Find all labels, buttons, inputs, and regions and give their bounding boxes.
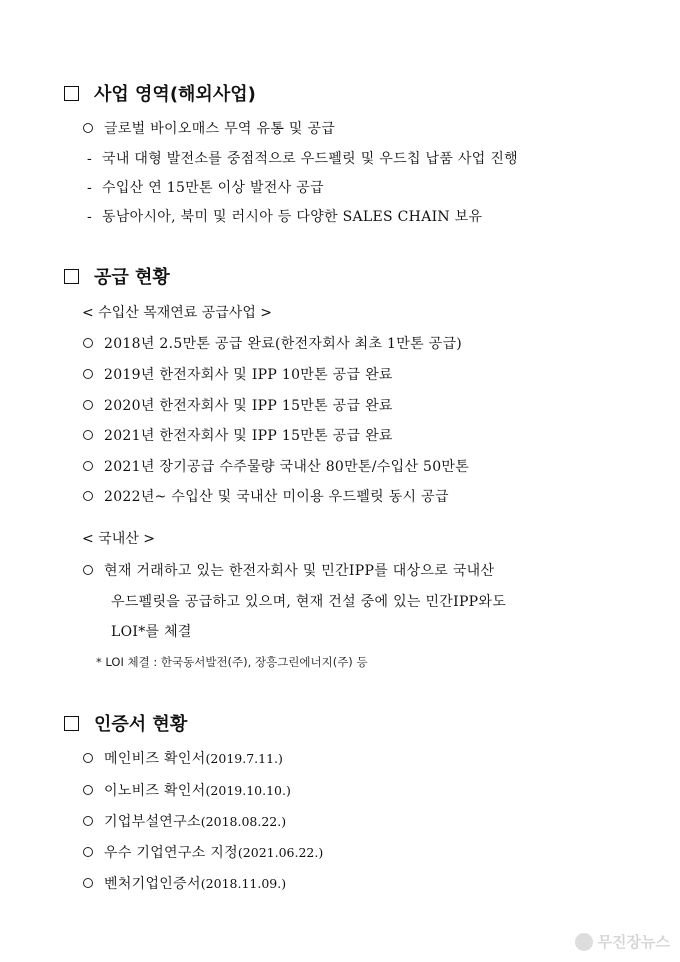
paragraph-line: 우드펠릿을 공급하고 있으며, 현재 건설 중에 있는 민간IPP와도 [111, 594, 507, 610]
circle-bullet-icon [83, 785, 93, 795]
list-item: - 국내 대형 발전소를 중점적으로 우드펠릿 및 우드칩 납품 사업 진행 [87, 151, 518, 167]
section-title-text: 공급 현황 [94, 267, 170, 288]
circle-bullet-icon [83, 816, 93, 826]
list-item: 벤처기업인증서(2018.11.09.) [83, 873, 286, 893]
circle-bullet-icon [83, 461, 93, 471]
list-item: 2021년 장기공급 수주물량 국내산 80만톤/수입산 50만톤 [83, 456, 469, 476]
circle-bullet-icon [83, 430, 93, 440]
list-item: 메인비즈 확인서(2019.7.11.) [83, 748, 283, 768]
section-title-business [64, 80, 256, 106]
subheading-import: < 수입산 목재연료 공급사업 > [82, 305, 273, 321]
watermark [575, 931, 670, 952]
circle-bullet-icon [83, 878, 93, 888]
paragraph-line: LOI*를 체결 [111, 624, 192, 640]
list-item: 2022년~ 수입산 및 국내산 미이용 우드펠릿 동시 공급 [83, 486, 449, 506]
circle-bullet-icon [83, 565, 93, 575]
circle-bullet-icon [83, 847, 93, 857]
news-logo-icon [575, 933, 593, 951]
dash-bullet-icon: - [87, 209, 93, 225]
section-title-text: 사업 영역(해외사업) [94, 84, 256, 105]
list-item: 2021년 한전자회사 및 IPP 15만톤 공급 완료 [83, 425, 393, 445]
paragraph-line: 현재 거래하고 있는 한전자회사 및 민간IPP를 대상으로 국내산 [83, 560, 494, 580]
section-title-text: 인증서 현황 [94, 714, 188, 735]
footnote: * LOI 체결 : 한국동서발전(주), 장흥그린에너지(주) 등 [96, 655, 368, 669]
circle-bullet-icon [83, 753, 93, 763]
list-item: 2018년 2.5만톤 공급 완료(한전자회사 최초 1만톤 공급) [83, 333, 462, 353]
section-title-supply [64, 263, 170, 289]
circle-bullet-icon [83, 369, 93, 379]
watermark-text: 무진장뉴스 [597, 933, 670, 951]
subheading-domestic: < 국내산 > [82, 531, 155, 547]
dash-bullet-icon: - [87, 180, 93, 196]
checkbox-square-icon [64, 269, 79, 284]
checkbox-square-icon [64, 86, 79, 101]
list-item: - 수입산 연 15만톤 이상 발전사 공급 [87, 180, 324, 196]
list-item: - 동남아시아, 북미 및 러시아 등 다양한 SALES CHAIN 보유 [87, 209, 483, 225]
list-item: 우수 기업연구소 지정(2021.06.22.) [83, 842, 323, 862]
list-item: 이노비즈 확인서(2019.10.10.) [83, 780, 291, 800]
circle-bullet-icon [83, 123, 93, 133]
section-title-certificates [64, 710, 187, 736]
circle-bullet-icon [83, 400, 93, 410]
list-item: 글로벌 바이오매스 무역 유통 및 공급 [83, 118, 335, 138]
circle-bullet-icon [83, 338, 93, 348]
dash-bullet-icon: - [87, 151, 93, 167]
checkbox-square-icon [64, 716, 79, 731]
list-item: 2020년 한전자회사 및 IPP 15만톤 공급 완료 [83, 395, 393, 415]
list-item: 2019년 한전자회사 및 IPP 10만톤 공급 완료 [83, 364, 393, 384]
list-item: 기업부설연구소(2018.08.22.) [83, 811, 286, 831]
circle-bullet-icon [83, 491, 93, 501]
